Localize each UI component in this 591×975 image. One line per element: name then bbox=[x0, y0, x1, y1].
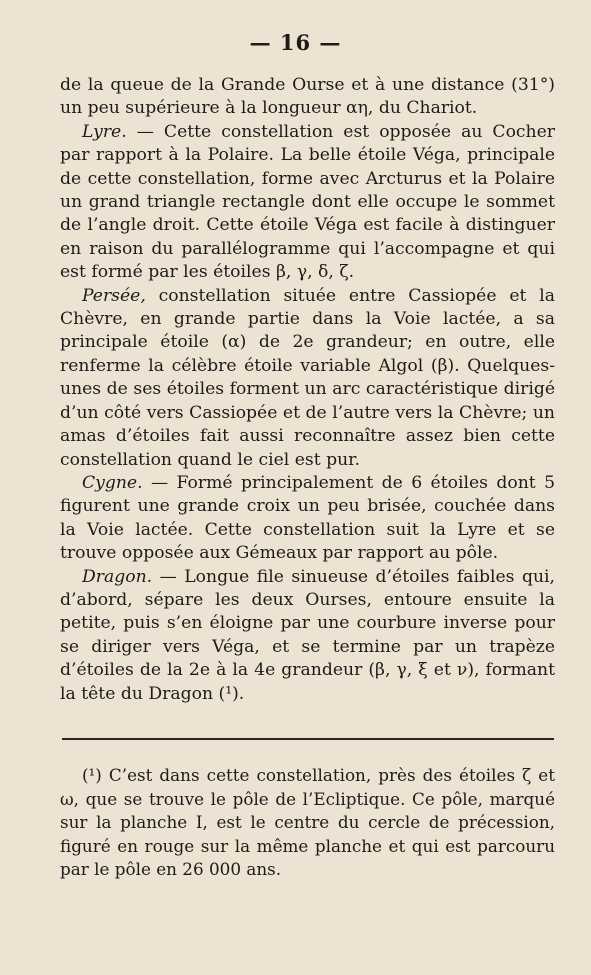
paragraph-text: — Cette constellation est opposée au Cocher par rapport à la Polaire. La belle étoile Véga, principale de cette constellation, forme avec Arcturus et la Polaire un grand triangle rectangle dont elle occupe le sommet de l’angle droit. Cette étoile Véga est facile à distinguer en raison du parallélogramme qui l’accompagne et qui est formé par les étoiles β, γ, δ, ζ. bbox=[60, 121, 555, 283]
paragraph-text: — Formé principalement de 6 étoiles dont 5 figurent une grande croix un peu brisée, couchée dans la Voie lactée. Cette constellation suit la Lyre et se trouve opposée aux Gémeaux par rapport au pôle. bbox=[60, 472, 555, 564]
paragraph-lyre bbox=[60, 121, 555, 285]
footnote-text: (¹) C’est dans cette constellation, près des étoiles ζ et ω, que se trouve le pôle de l’Ecliptique. Ce pôle, marqué sur la planche I, est le centre du cercle de précession, figuré en rouge sur la même planche et qui est parcouru par le pôle en 26 000 ans. bbox=[60, 765, 555, 879]
paragraph-text: de la queue de la Grande Ourse et à une distance (31°) un peu supérieure à la longueur αη, du Chariot. bbox=[60, 75, 555, 119]
footnote bbox=[60, 764, 555, 882]
paragraph-text: constellation située entre Cassiopée et la Chèvre, en grande partie dans la Voie lactée, a sa principale étoile (α) de 2e grandeur; en outre, elle renferme la célèbre étoile variable Algol (β). Quelques-unes de ses étoiles forment un arc caractéristique dirigé d’un côté vers Cassiopée et de l’autre vers la Chèvre; un amas d’étoiles fait aussi reconnaître assez bien cette constellation quand le ciel est pur. bbox=[60, 285, 555, 470]
paragraph-cygne bbox=[60, 472, 555, 566]
paragraph-text: — Longue file sinueuse d’étoiles faibles qui, d’abord, sépare les deux Ourses, entoure ensuite la petite, puis s’en éloigne par une courbure inverse pour se diriger vers Véga, et se termine par un trapèze d’étoiles de la 2e à la 4e grandeur (β, γ, ξ et ν), formant la tête du Dragon (¹). bbox=[60, 566, 555, 704]
paragraph-persee bbox=[60, 285, 555, 472]
page-number: — 16 — bbox=[249, 30, 342, 55]
constellation-name: Lyre. bbox=[82, 121, 127, 142]
footnote-divider bbox=[62, 738, 554, 740]
main-text bbox=[60, 74, 555, 706]
constellation-name: Cygne. bbox=[82, 472, 143, 493]
paragraph-dragon bbox=[60, 566, 555, 706]
constellation-name: Persée, bbox=[82, 285, 146, 306]
paragraph-continuation bbox=[60, 74, 555, 121]
constellation-name: Dragon. bbox=[82, 566, 153, 587]
